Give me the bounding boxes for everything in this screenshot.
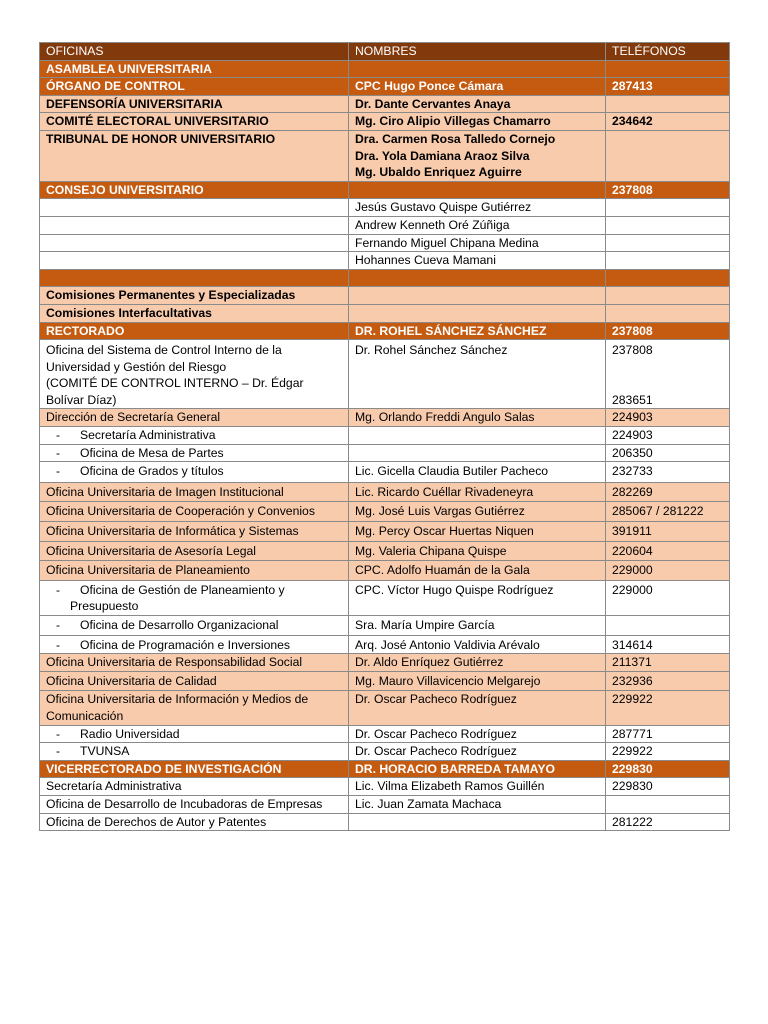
- office-cell: ÓRGANO DE CONTROL: [40, 78, 349, 96]
- office-cell: Oficina de Derechos de Autor y Patentes: [40, 813, 349, 831]
- phone-cell: [606, 95, 730, 113]
- phone-cell: 229922: [606, 691, 730, 725]
- office-line: Universidad y Gestión del Riesgo: [46, 359, 227, 374]
- table-row: [40, 78, 730, 96]
- sub-office-label: - Oficina de Grados y títulos: [46, 463, 342, 480]
- table-row: [40, 113, 730, 131]
- office-cell: VICERRECTORADO DE INVESTIGACIÓN: [40, 760, 349, 778]
- phone-cell: 232733: [606, 462, 730, 483]
- phone-cell: 282269: [606, 482, 730, 502]
- office-cell: Secretaría Administrativa: [40, 778, 349, 796]
- office-cell: [40, 580, 349, 615]
- name-cell: Lic. Juan Zamata Machaca: [349, 795, 606, 813]
- office-line: Oficina de Gestión de Planeamiento y: [80, 582, 285, 597]
- table-row: [40, 95, 730, 113]
- table-row: [40, 234, 730, 252]
- header-oficinas: OFICINAS: [40, 43, 349, 61]
- phone-cell: 287413: [606, 78, 730, 96]
- phone-cell: 224903: [606, 427, 730, 445]
- name-cell: [349, 60, 606, 78]
- name-cell: [349, 181, 606, 199]
- phone-cell: [606, 60, 730, 78]
- office-cell: Comisiones Interfacultativas: [40, 304, 349, 322]
- office-line: Bolívar Díaz): [46, 392, 117, 407]
- office-cell: Oficina Universitaria de Cooperación y Convenios: [40, 502, 349, 522]
- phone-cell: 237808: [606, 322, 730, 340]
- name-cell: Hohannes Cueva Mamani: [349, 252, 606, 270]
- table-row: [40, 671, 730, 691]
- name-cell: DR. ROHEL SÁNCHEZ SÁNCHEZ: [349, 322, 606, 340]
- office-cell: Comisiones Permanentes y Especializadas: [40, 287, 349, 305]
- phone-cell: [606, 216, 730, 234]
- table-row: [40, 322, 730, 340]
- table-row: [40, 287, 730, 305]
- phone-cell: 229830: [606, 778, 730, 796]
- sub-office-label: - TVUNSA: [46, 743, 342, 760]
- table-header-row: [40, 43, 730, 61]
- name-cell: Mg. Valeria Chipana Quispe: [349, 541, 606, 561]
- phone-cell: [606, 269, 730, 287]
- phone-cell: 232936: [606, 671, 730, 691]
- table-row: [40, 691, 730, 725]
- table-row: [40, 541, 730, 561]
- phone-cell: [606, 252, 730, 270]
- name-cell: [349, 130, 606, 181]
- office-cell: [40, 444, 349, 462]
- table-row: [40, 743, 730, 761]
- phone-cell: [606, 795, 730, 813]
- name-cell: [349, 427, 606, 445]
- phone-cell: 224903: [606, 409, 730, 427]
- table-row: [40, 635, 730, 654]
- office-cell: CONSEJO UNIVERSITARIO: [40, 181, 349, 199]
- office-line: Comunicación: [46, 708, 124, 723]
- phone-cell: 237808: [606, 181, 730, 199]
- name-cell: [349, 287, 606, 305]
- sub-office-label: - Radio Universidad: [46, 726, 342, 743]
- name-cell: Arq. José Antonio Valdivia Arévalo: [349, 635, 606, 654]
- office-cell: [40, 725, 349, 743]
- name-cell: Mg. Ciro Alipio Villegas Chamarro: [349, 113, 606, 131]
- phone-line: 237808: [612, 343, 653, 358]
- name-cell: [349, 813, 606, 831]
- name-cell: Sra. María Umpire García: [349, 616, 606, 636]
- name-cell: Lic. Gicella Claudia Butiler Pacheco: [349, 462, 606, 483]
- office-cell: Oficina Universitaria de Asesoría Legal: [40, 541, 349, 561]
- table-row: [40, 304, 730, 322]
- directory-table: [39, 42, 730, 831]
- phone-cell: 314614: [606, 635, 730, 654]
- office-cell: [40, 216, 349, 234]
- office-cell: COMITÉ ELECTORAL UNIVERSITARIO: [40, 113, 349, 131]
- table-row: [40, 813, 730, 831]
- name-cell: Dr. Oscar Pacheco Rodríguez: [349, 725, 606, 743]
- office-cell: [40, 427, 349, 445]
- header-telefonos: TELÉFONOS: [606, 43, 730, 61]
- table-row: [40, 252, 730, 270]
- table-row: [40, 340, 730, 409]
- office-cell: [40, 234, 349, 252]
- phone-cell: [606, 287, 730, 305]
- phone-cell: 229830: [606, 760, 730, 778]
- table-row: [40, 502, 730, 522]
- name-cell: Dr. Dante Cervantes Anaya: [349, 95, 606, 113]
- office-cell: [40, 635, 349, 654]
- table-row: [40, 760, 730, 778]
- table-row: [40, 616, 730, 636]
- office-line: Oficina Universitaria de Información y Medios de: [46, 692, 309, 707]
- name-cell: Dr. Rohel Sánchez Sánchez: [349, 340, 606, 409]
- table-row: [40, 482, 730, 502]
- phone-cell: [606, 234, 730, 252]
- office-cell: DEFENSORÍA UNIVERSITARIA: [40, 95, 349, 113]
- header-nombres: NOMBRES: [349, 43, 606, 61]
- office-cell: [40, 340, 349, 409]
- phone-cell: 391911: [606, 522, 730, 542]
- name-cell: CPC Hugo Ponce Cámara: [349, 78, 606, 96]
- office-line: Presupuesto: [70, 599, 139, 614]
- office-line: Oficina del Sistema de Control Interno de la: [46, 343, 282, 358]
- name-cell: DR. HORACIO BARREDA TAMAYO: [349, 760, 606, 778]
- sub-office-label: - Oficina de Mesa de Partes: [46, 445, 342, 462]
- phone-cell: 234642: [606, 113, 730, 131]
- phone-cell: [606, 616, 730, 636]
- name-cell: Lic. Ricardo Cuéllar Rivadeneyra: [349, 482, 606, 502]
- table-row: [40, 580, 730, 615]
- office-cell: [40, 199, 349, 217]
- phone-cell: [606, 304, 730, 322]
- table-row: [40, 795, 730, 813]
- phone-cell: 229922: [606, 743, 730, 761]
- office-cell: Oficina Universitaria de Planeamiento: [40, 561, 349, 581]
- office-line: (COMITÉ DE CONTROL INTERNO – Dr. Édgar: [46, 376, 304, 391]
- name-line: Dra. Yola Damiana Araoz Silva: [355, 148, 530, 163]
- table-row: [40, 654, 730, 672]
- phone-cell: 281222: [606, 813, 730, 831]
- table-row: [40, 778, 730, 796]
- name-cell: Mg. José Luis Vargas Gutiérrez: [349, 502, 606, 522]
- name-cell: [349, 444, 606, 462]
- office-cell: Oficina de Desarrollo de Incubadoras de Empresas: [40, 795, 349, 813]
- office-cell: [40, 269, 349, 287]
- office-cell: [40, 691, 349, 725]
- name-cell: Andrew Kenneth Oré Zúñiga: [349, 216, 606, 234]
- phone-cell: [606, 340, 730, 409]
- phone-cell: 206350: [606, 444, 730, 462]
- name-line: Mg. Ubaldo Enriquez Aguirre: [355, 165, 522, 180]
- table-row: [40, 199, 730, 217]
- table-row: [40, 130, 730, 181]
- office-cell: Oficina Universitaria de Imagen Institucional: [40, 482, 349, 502]
- office-cell: Oficina Universitaria de Informática y Sistemas: [40, 522, 349, 542]
- sub-office-label: - Oficina de Programación e Inversiones: [46, 637, 342, 654]
- table-row: [40, 409, 730, 427]
- office-cell: TRIBUNAL DE HONOR UNIVERSITARIO: [40, 130, 349, 181]
- name-cell: Dr. Oscar Pacheco Rodríguez: [349, 743, 606, 761]
- sub-office-label: - Oficina de Desarrollo Organizacional: [46, 617, 342, 634]
- phone-cell: 285067 / 281222: [606, 502, 730, 522]
- table-row: [40, 216, 730, 234]
- phone-cell: 211371: [606, 654, 730, 672]
- office-cell: ASAMBLEA UNIVERSITARIA: [40, 60, 349, 78]
- table-row: [40, 427, 730, 445]
- name-cell: CPC. Adolfo Huamán de la Gala: [349, 561, 606, 581]
- name-cell: Fernando Miguel Chipana Medina: [349, 234, 606, 252]
- phone-cell: [606, 130, 730, 181]
- name-cell: Jesús Gustavo Quispe Gutiérrez: [349, 199, 606, 217]
- office-cell: [40, 616, 349, 636]
- office-cell: [40, 252, 349, 270]
- name-cell: Mg. Percy Oscar Huertas Niquen: [349, 522, 606, 542]
- table-row: [40, 725, 730, 743]
- phone-cell: 229000: [606, 561, 730, 581]
- phone-cell: 229000: [606, 580, 730, 615]
- table-row: [40, 444, 730, 462]
- table-row: [40, 561, 730, 581]
- name-cell: Lic. Vilma Elizabeth Ramos Guillén: [349, 778, 606, 796]
- phone-cell: [606, 199, 730, 217]
- name-line: Dra. Carmen Rosa Talledo Cornejo: [355, 131, 556, 146]
- office-cell: [40, 462, 349, 483]
- name-cell: CPC. Víctor Hugo Quispe Rodríguez: [349, 580, 606, 615]
- phone-cell: 287771: [606, 725, 730, 743]
- office-cell: Dirección de Secretaría General: [40, 409, 349, 427]
- office-cell: Oficina Universitaria de Calidad: [40, 671, 349, 691]
- table-row: [40, 462, 730, 483]
- office-cell: RECTORADO: [40, 322, 349, 340]
- table-row: [40, 269, 730, 287]
- office-cell: [40, 743, 349, 761]
- name-cell: Mg. Mauro Villavicencio Melgarejo: [349, 671, 606, 691]
- table-row: [40, 181, 730, 199]
- table-row: [40, 60, 730, 78]
- name-cell: [349, 269, 606, 287]
- name-cell: Mg. Orlando Freddi Angulo Salas: [349, 409, 606, 427]
- phone-line: 283651: [612, 392, 653, 407]
- sub-office-label: [46, 582, 342, 615]
- table-row: [40, 522, 730, 542]
- sub-office-label: - Secretaría Administrativa: [46, 427, 342, 444]
- name-cell: [349, 304, 606, 322]
- office-cell: Oficina Universitaria de Responsabilidad Social: [40, 654, 349, 672]
- name-cell: Dr. Aldo Enríquez Gutiérrez: [349, 654, 606, 672]
- name-cell: Dr. Oscar Pacheco Rodríguez: [349, 691, 606, 725]
- phone-cell: 220604: [606, 541, 730, 561]
